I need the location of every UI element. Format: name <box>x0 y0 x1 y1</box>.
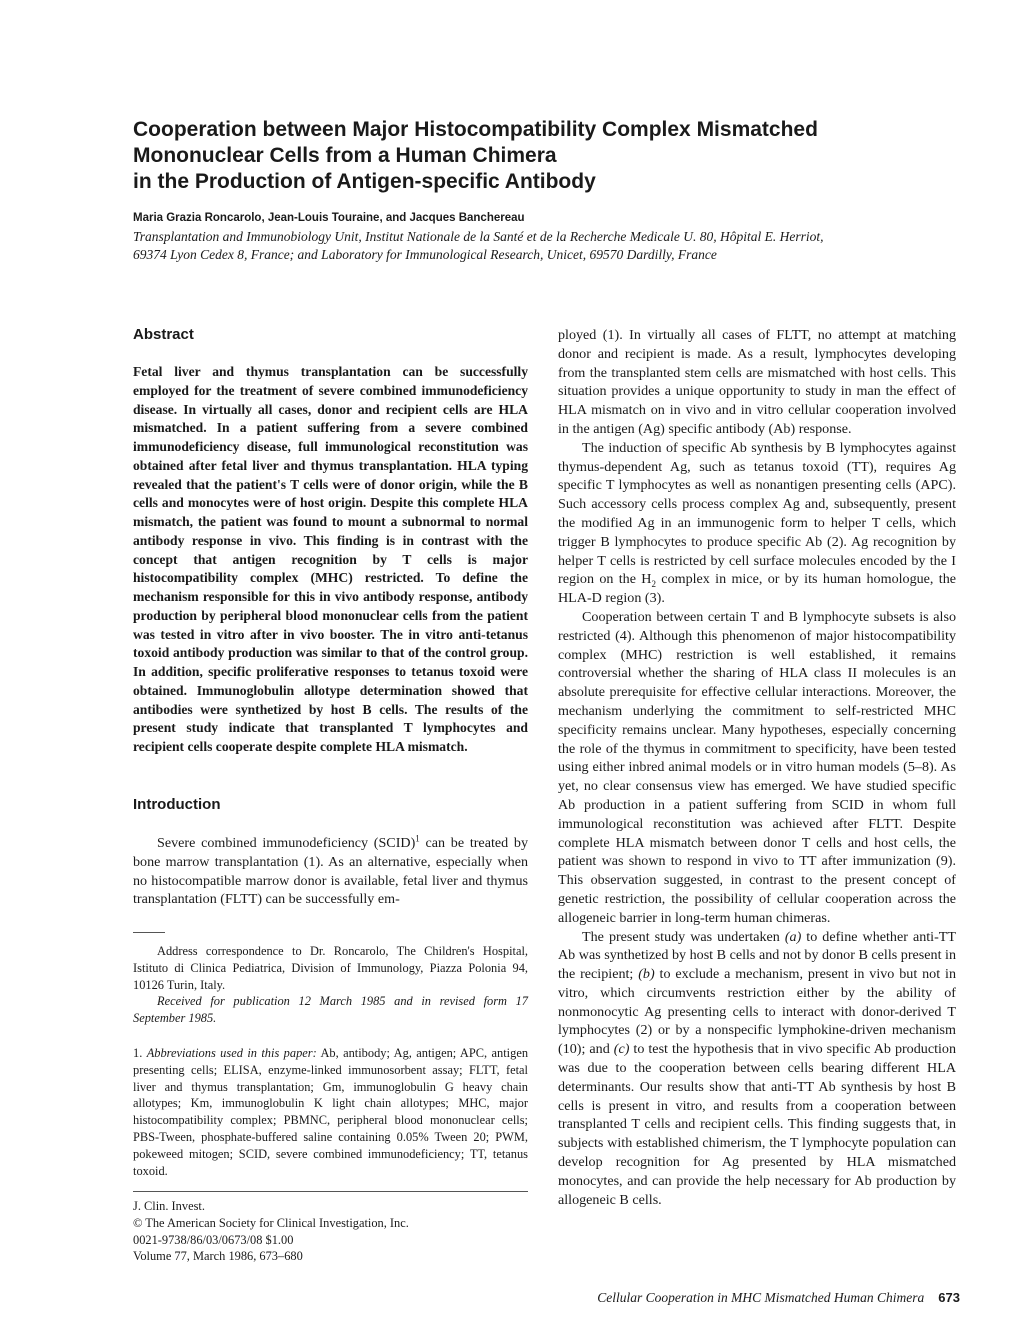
page-footer <box>597 1290 960 1306</box>
running-title: Cellular Cooperation in MHC Mismatched Human Chimera <box>597 1290 925 1305</box>
p4-text-b: to define whether anti-TT Ab was synthetized by host B cells and not by donor B cells present in the recipient; <box>558 928 956 983</box>
p4-label-b: (b) <box>638 966 655 983</box>
title-line-3: in the Production of Antigen-specific Antibody <box>133 170 596 193</box>
volume-line: Volume 77, March 1986, 673–680 <box>133 1249 303 1264</box>
introduction-heading: Introduction <box>133 796 221 813</box>
affiliation-line-2: 69374 Lyon Cedex 8, France; and Laboratory for Immunological Research, Unicet, 69570 Dardilly, France <box>133 247 717 262</box>
affiliation-line-1: Transplantation and Immunobiology Unit, Institut Nationale de la Santé et de la Recherche Medicale U. 80, Hôpital E. Herriot, <box>133 229 824 244</box>
introduction-paragraph <box>133 834 528 909</box>
p4-label-c: (c) <box>613 1041 630 1058</box>
p2-text-b: complex in mice, or by its human homologue, the HLA-D region (3). <box>558 571 956 607</box>
p4-label-a: (a) <box>784 928 802 945</box>
author-list: Maria Grazia Roncarolo, Jean-Louis Touraine, and Jacques Banchereau <box>133 212 525 224</box>
p2-text-a: The induction of specific Ab synthesis by B lymphocytes against thymus-dependent Ag, such as tetanus toxoid (TT), requires Ag specific T lymphocytes as well as nonantigen presenting cells (APC). Such accessory cells process complex Ag and, subsequently, present the modified Ag in an immunogenic form to helper T cells, which trigger B lymphocytes to produce specific Ab (2). Ag recognition by helper T cells is restricted by cell surface molecules encoded by the I region on the H <box>558 439 956 588</box>
article-code: 0021-9738/86/03/0673/08 $1.00 <box>133 1232 294 1247</box>
citation-block <box>133 1198 528 1265</box>
footnote-ref: 1 <box>415 833 420 844</box>
abstract-heading: Abstract <box>133 326 194 343</box>
correspondence-footnote <box>133 943 528 1027</box>
abstract-body <box>133 363 528 757</box>
copyright-line: © The American Society for Clinical Investigation, Inc. <box>133 1215 409 1230</box>
intro-paragraph-2 <box>558 439 956 608</box>
page-number: 673 <box>938 1290 960 1305</box>
title-line-1: Cooperation between Major Histocompatibility Complex Mismatched <box>133 118 818 141</box>
abbreviations-footnote <box>133 1045 528 1179</box>
address-note: Address correspondence to Dr. Roncarolo, The Children's Hospital, Istituto di Clinica Pediatrica, Division of Immunology, Piazza Polonia 94, 10126 Turin, Italy. <box>133 944 528 992</box>
abbrev-number: 1. <box>133 1046 147 1060</box>
title-line-2: Mononuclear Cells from a Human Chimera <box>133 144 557 167</box>
introduction-body <box>133 834 528 909</box>
intro-text-a: Severe combined immunodeficiency (SCID) <box>157 835 416 851</box>
h2-subscript: 2 <box>651 579 656 590</box>
intro-paragraph-1: ployed (1). In virtually all cases of FLTT, no attempt at matching donor and recipient is made. As a result, lymphocytes developing from the transplanted stem cells are mismatched with host cells. This situation provides a unique opportunity to study in man the effect of HLA mismatch on in vivo and in vitro cellular cooperation involved in the antigen (Ag) specific antibody (Ab) response. <box>558 327 956 437</box>
abbrev-list: Ab, antibody; Ag, antigen; APC, antigen presenting cells; ELISA, enzyme-linked immunosorbent assay; FLTT, fetal liver and thymus transplantation; Gm, immunoglobulin G heavy chain allotypes; Km, immunoglobulin K light chain allotypes; MHC, major histocompatibility complex; PBMNC, peripheral blood mononuclear cells; PBS-Tween, phosphate-buffered saline containing 0.05% Tween 20; PWM, pokeweed mitogen; SCID, severe combined immunodeficiency; TT, tetanus toxoid. <box>133 1046 529 1178</box>
article-title <box>133 117 893 195</box>
intro-paragraph-3: Cooperation between certain T and B lymphocyte subsets is also restricted (4). Although this phenomenon of major histocompatibility complex (MHC) restriction is well established, it remains controversial whether the sharing of HLA class II molecules is an absolute prerequisite for effective cellular interactions. Moreover, the mechanism underlying the commitment to self-restricted MHC specificity remains unclear. Many hypotheses, especially concerning the role of the thymus in commitment to specificity, have been tested using either inbred animal models or in vitro human models (5–8). As yet, no clear consensus view has emerged. We have studied specific Ab production in a patient suffering from SCID in whom full immunological reconstitution was achieved after FLTT. Despite complete HLA mismatch between donor T cells and host cells, the patient was shown to respond in vivo to TT after immunization (9). This observation suggested, in contrast to the present concept of genetic restriction, the possibility of cellular cooperation across the allogeneic barrier in long-term human chimeras. <box>558 608 956 926</box>
affiliation <box>133 228 923 264</box>
intro-text-b: can be treated by bone marrow transplantation (1). As an alternative, especially when no histocompatible marrow donor is available, fetal liver and thymus transplantation (FLTT) can be successfully em- <box>133 835 528 908</box>
footnote-divider <box>133 932 165 933</box>
abstract-paragraph: Fetal liver and thymus transplantation can be successfully employed for the treatment of severe combined immunodeficiency disease. In virtually all cases, donor and recipient cells are HLA mismatched. In a patient suffering from a severe combined immunodeficiency disease, full immunological reconstitution was obtained after fetal liver and thymus transplantation. HLA typing revealed that the patient's T cells were of donor origin, while the B cells and monocytes were of host origin. Despite this complete HLA mismatch, the patient was found to mount a subnormal to normal antibody response in vivo. This finding is in contrast with the concept that antigen recognition by T cells is major histocompatibility complex (MHC) restricted. To define the mechanism responsible for this in vivo antibody response, antibody production by peripheral blood mononuclear cells from the patient was tested in vitro after in vivo booster. The in vitro anti-tetanus toxoid antibody production was similar to that of the control group. In addition, specific proliferative responses to tetanus toxoid were obtained. Immunoglobulin allotype determination showed that antibodies were synthetized by host B cells. The results of the present study indicate that transplanted T lymphocytes and recipient cells cooperate despite complete HLA mismatch. <box>133 364 528 754</box>
right-column <box>558 326 956 1209</box>
intro-paragraph-4 <box>558 928 956 1210</box>
journal-name: J. Clin. Invest. <box>133 1199 205 1213</box>
abbreviations-note <box>133 1045 528 1179</box>
abbrev-label: Abbreviations used in this paper: <box>146 1046 317 1060</box>
citation-divider <box>133 1191 528 1192</box>
p4-text-d: to test the hypothesis that in vivo specific Ab production was due to the cooperation between cells bearing different HLA determinants. Our results show that anti-TT Ab synthesis by host B cells is present in vitro, and results from a cooperation between transplanted T cells and recipient cells. This finding suggests that, in subjects with established chimerism, the T lymphocyte population can develop recognition for Ag presented by HLA mismatched monocytes, and can provide the help necessary for Ab production by allogeneic B cells. <box>558 1041 957 1208</box>
p4-text-c: to exclude a mechanism, present in vivo but not in vitro, which circumvents restriction either by the ability of nonmonocytic Ag presenting cells to interact with donor-derived T lymphocytes (2) or by a nonspecific lymphokine-driven mechanism (10); and <box>558 966 956 1058</box>
p4-text-a: The present study was undertaken <box>582 928 785 945</box>
received-note: Received for publication 12 March 1985 and in revised form 17 September 1985. <box>133 994 528 1026</box>
